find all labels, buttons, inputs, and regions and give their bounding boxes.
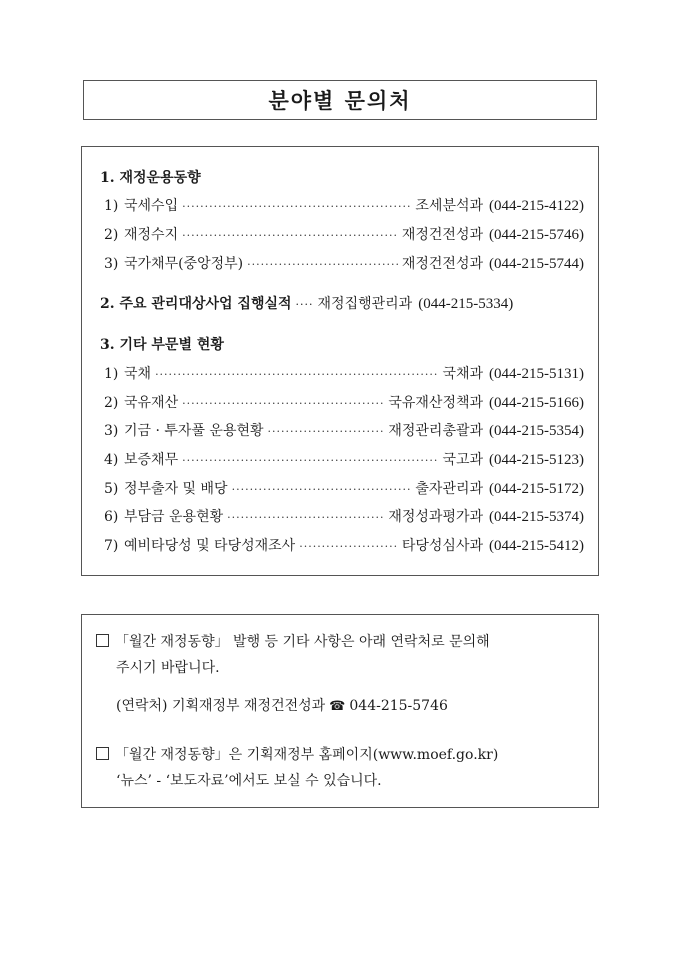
leader-dots — [182, 397, 384, 410]
title-box — [83, 80, 597, 120]
contact-row — [104, 363, 584, 383]
section-heading-3: 3. 기타 부문별 현황 — [100, 337, 224, 353]
leader-dots — [232, 483, 412, 496]
contact-row — [104, 224, 584, 244]
item-label: 재정수지 — [124, 227, 179, 243]
leader-dots — [247, 258, 398, 271]
contact-row — [104, 420, 584, 440]
notice-text: 「월간 재정동향」은 기획재정부 홈페이지(www.moef.go.kr) — [115, 747, 499, 763]
contact-row — [104, 506, 584, 526]
phone-icon: ☎ — [329, 699, 346, 714]
notice-line-1 — [96, 631, 490, 651]
item-label: 부담금 운용현황 — [124, 509, 224, 525]
item-tel: (044-215-5374) — [489, 509, 584, 525]
item-tel: (044-215-5172) — [489, 481, 584, 497]
item-number: 3) — [104, 423, 119, 439]
notice-text: 「월간 재정동향」 발행 등 기타 사항은 아래 연락처로 문의해 — [115, 634, 490, 650]
leader-dots — [182, 454, 438, 467]
item-label: 국유재산 — [124, 395, 179, 411]
item-number: 6) — [104, 509, 119, 525]
contact-tel: 044-215-5746 — [349, 698, 448, 714]
item-dept: 재정성과평가과 — [388, 509, 484, 525]
contacts-box — [81, 146, 599, 576]
contact-label: (연락처) 기획재정부 재정건전성과 — [116, 698, 326, 714]
item-dept: 조세분석과 — [415, 198, 484, 214]
item-tel: (044-215-5744) — [489, 256, 584, 272]
leader-dots: ···· — [295, 298, 314, 311]
contact-row — [104, 253, 584, 273]
item-dept: 재정관리총괄과 — [388, 423, 484, 439]
item-dept: 재정집행관리과 — [317, 296, 413, 312]
contact-line — [116, 695, 448, 715]
page-title: 분야별 문의처 — [268, 89, 412, 113]
item-tel: (044-215-5131) — [489, 366, 584, 382]
item-tel: (044-215-4122) — [489, 198, 584, 214]
section-heading-2: 2. 주요 관리대상사업 집행실적 — [100, 296, 292, 312]
item-tel: (044-215-5412) — [489, 538, 584, 554]
notice-box — [81, 614, 599, 808]
item-dept: 재정건전성과 — [401, 256, 484, 272]
leader-dots — [299, 540, 398, 553]
contact-row — [104, 535, 584, 555]
item-tel: (044-215-5166) — [489, 395, 584, 411]
notice-line-3 — [96, 744, 498, 764]
leader-dots — [155, 368, 438, 381]
leader-dots — [182, 200, 411, 213]
contact-row — [104, 449, 584, 469]
item-label: 정부출자 및 배당 — [124, 481, 228, 497]
item-label: 국가채무(중앙정부) — [124, 256, 244, 272]
notice-line-4: ‘뉴스’ - ‘보도자료’에서도 보실 수 있습니다. — [116, 773, 382, 789]
item-label: 예비타당성 및 타당성재조사 — [124, 538, 296, 554]
item-number: 1) — [104, 198, 119, 214]
contact-row — [104, 478, 584, 498]
item-tel: (044-215-5354) — [489, 423, 584, 439]
item-number: 2) — [104, 395, 119, 411]
section-heading-1: 1. 재정운용동향 — [100, 170, 201, 186]
item-dept: 국채과 — [442, 366, 484, 382]
item-tel: (044-215-5123) — [489, 452, 584, 468]
item-number: 5) — [104, 481, 119, 497]
item-number: 2) — [104, 227, 119, 243]
item-dept: 타당성심사과 — [401, 538, 484, 554]
item-tel: (044-215-5746) — [489, 227, 584, 243]
notice-line-2: 주시기 바랍니다. — [116, 660, 220, 676]
item-number: 7) — [104, 538, 119, 554]
contact-row — [104, 195, 584, 215]
checkbox-icon — [96, 634, 109, 647]
item-label: 기금 · 투자풀 운용현황 — [124, 423, 264, 439]
item-dept: 국유재산정책과 — [388, 395, 484, 411]
item-dept: 국고과 — [442, 452, 484, 468]
leader-dots — [182, 229, 398, 242]
item-label: 국채 — [124, 366, 152, 382]
section-heading-2-row — [100, 293, 513, 313]
leader-dots — [268, 425, 385, 438]
item-number: 4) — [104, 452, 119, 468]
item-label: 보증채무 — [124, 452, 179, 468]
item-number: 3) — [104, 256, 119, 272]
item-dept: 출자관리과 — [415, 481, 484, 497]
checkbox-icon — [96, 747, 109, 760]
item-label: 국세수입 — [124, 198, 179, 214]
leader-dots — [227, 511, 384, 524]
contact-row — [104, 392, 584, 412]
item-tel: (044-215-5334) — [418, 296, 514, 312]
item-number: 1) — [104, 366, 119, 382]
item-dept: 재정건전성과 — [401, 227, 484, 243]
